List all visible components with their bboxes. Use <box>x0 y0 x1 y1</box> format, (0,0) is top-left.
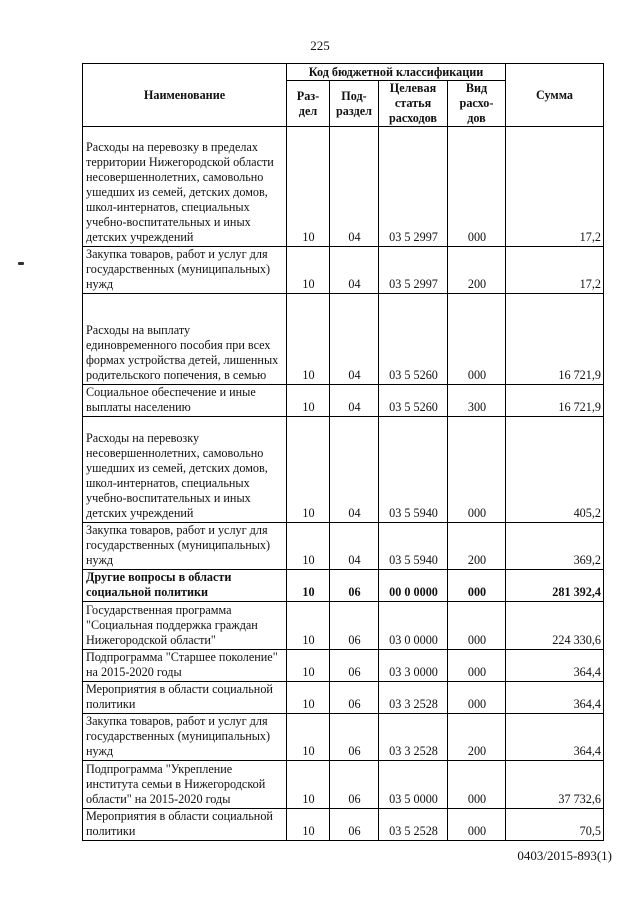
row-sum: 37 732,6 <box>506 761 604 809</box>
row-expense-type: 000 <box>448 417 506 523</box>
row-target-article: 03 0 0000 <box>379 602 448 650</box>
row-razdel: 10 <box>287 570 330 602</box>
table-row <box>83 294 604 385</box>
row-sum: 281 392,4 <box>506 570 604 602</box>
table-row <box>83 385 604 417</box>
row-razdel: 10 <box>287 523 330 570</box>
row-expense-type: 300 <box>448 385 506 417</box>
row-expense-type: 000 <box>448 809 506 841</box>
row-expense-type: 000 <box>448 602 506 650</box>
row-podrazdel: 06 <box>330 650 379 682</box>
table-row <box>83 602 604 650</box>
table-row <box>83 650 604 682</box>
row-razdel: 10 <box>287 714 330 761</box>
budget-table <box>82 63 604 841</box>
row-razdel: 10 <box>287 417 330 523</box>
row-sum: 224 330,6 <box>506 602 604 650</box>
row-name: Социальное обеспечение и иные выплаты населению <box>83 385 287 417</box>
row-razdel: 10 <box>287 650 330 682</box>
row-podrazdel: 06 <box>330 570 379 602</box>
row-expense-type: 000 <box>448 570 506 602</box>
row-razdel: 10 <box>287 127 330 247</box>
row-name: Расходы на перевозку несовершеннолетних, самовольно ушедших из семей, детских домов, школ-интернатов, специальных учебно-воспитательных и иных детских учреждений <box>83 417 287 523</box>
row-expense-type: 200 <box>448 247 506 294</box>
table-header <box>83 64 604 127</box>
row-sum: 17,2 <box>506 127 604 247</box>
row-target-article: 00 0 0000 <box>379 570 448 602</box>
header-razdel: Раз- дел <box>287 81 330 127</box>
row-podrazdel: 04 <box>330 417 379 523</box>
row-name: Закупка товаров, работ и услуг для государственных (муниципальных) нужд <box>83 523 287 570</box>
row-name: Другие вопросы в области социальной политики <box>83 570 287 602</box>
row-podrazdel: 06 <box>330 761 379 809</box>
table-row <box>83 682 604 714</box>
table-body <box>83 127 604 841</box>
row-target-article: 03 5 2997 <box>379 127 448 247</box>
row-podrazdel: 06 <box>330 602 379 650</box>
row-sum: 369,2 <box>506 523 604 570</box>
row-expense-type: 000 <box>448 761 506 809</box>
row-razdel: 10 <box>287 247 330 294</box>
row-podrazdel: 04 <box>330 247 379 294</box>
row-razdel: 10 <box>287 385 330 417</box>
row-expense-type: 200 <box>448 523 506 570</box>
row-podrazdel: 06 <box>330 682 379 714</box>
header-podrazdel: Под- раздел <box>330 81 379 127</box>
row-sum: 16 721,9 <box>506 294 604 385</box>
row-expense-type: 200 <box>448 714 506 761</box>
header-sum: Сумма <box>506 64 604 127</box>
row-name: Государственная программа "Социальная поддержка граждан Нижегородской области" <box>83 602 287 650</box>
row-sum: 16 721,9 <box>506 385 604 417</box>
row-expense-type: 000 <box>448 650 506 682</box>
row-name: Мероприятия в области социальной политики <box>83 809 287 841</box>
header-target-article: Целевая статья расходов <box>379 81 448 127</box>
row-razdel: 10 <box>287 682 330 714</box>
row-target-article: 03 5 0000 <box>379 761 448 809</box>
row-sum: 405,2 <box>506 417 604 523</box>
row-razdel: 10 <box>287 761 330 809</box>
table-row <box>83 417 604 523</box>
table-row <box>83 247 604 294</box>
row-podrazdel: 04 <box>330 523 379 570</box>
row-target-article: 03 3 2528 <box>379 714 448 761</box>
row-target-article: 03 3 0000 <box>379 650 448 682</box>
row-razdel: 10 <box>287 294 330 385</box>
row-name: Мероприятия в области социальной политики <box>83 682 287 714</box>
header-classification-group: Код бюджетной классификации <box>287 64 506 81</box>
row-podrazdel: 04 <box>330 385 379 417</box>
row-podrazdel: 06 <box>330 809 379 841</box>
document-code: 0403/2015-893(1) <box>517 848 612 863</box>
row-sum: 364,4 <box>506 682 604 714</box>
row-podrazdel: 06 <box>330 714 379 761</box>
row-name: Расходы на выплату единовременного пособия при всех формах устройства детей, лишенных родительского попечения, в семью <box>83 294 287 385</box>
row-sum: 70,5 <box>506 809 604 841</box>
row-target-article: 03 5 5940 <box>379 417 448 523</box>
page-number: 225 <box>310 38 330 53</box>
table-row <box>83 523 604 570</box>
row-name: Подпрограмма "Укрепление института семьи в Нижегородской области" на 2015-2020 годы <box>83 761 287 809</box>
table-row <box>83 127 604 247</box>
row-podrazdel: 04 <box>330 294 379 385</box>
table-row <box>83 570 604 602</box>
table-row <box>83 809 604 841</box>
row-podrazdel: 04 <box>330 127 379 247</box>
row-name: Расходы на перевозку в пределах территории Нижегородской области несовершеннолетних, самовольно ушедших из семей, детских домов, школ-интернатов, специальных учебно-воспитательных и иных детских учреждений <box>83 127 287 247</box>
row-target-article: 03 5 5260 <box>379 385 448 417</box>
header-name: Наименование <box>83 64 287 127</box>
row-target-article: 03 5 5260 <box>379 294 448 385</box>
row-target-article: 03 5 5940 <box>379 523 448 570</box>
row-sum: 364,4 <box>506 650 604 682</box>
table-row <box>83 714 604 761</box>
row-target-article: 03 5 2528 <box>379 809 448 841</box>
row-expense-type: 000 <box>448 294 506 385</box>
row-razdel: 10 <box>287 602 330 650</box>
row-expense-type: 000 <box>448 127 506 247</box>
row-sum: 17,2 <box>506 247 604 294</box>
margin-mark <box>18 262 24 265</box>
row-expense-type: 000 <box>448 682 506 714</box>
row-target-article: 03 3 2528 <box>379 682 448 714</box>
header-expense-type: Вид расхо- дов <box>448 81 506 127</box>
row-sum: 364,4 <box>506 714 604 761</box>
row-name: Закупка товаров, работ и услуг для государственных (муниципальных) нужд <box>83 247 287 294</box>
table-row <box>83 761 604 809</box>
row-razdel: 10 <box>287 809 330 841</box>
row-name: Подпрограмма "Старшее поколение" на 2015-2020 годы <box>83 650 287 682</box>
row-name: Закупка товаров, работ и услуг для государственных (муниципальных) нужд <box>83 714 287 761</box>
row-target-article: 03 5 2997 <box>379 247 448 294</box>
